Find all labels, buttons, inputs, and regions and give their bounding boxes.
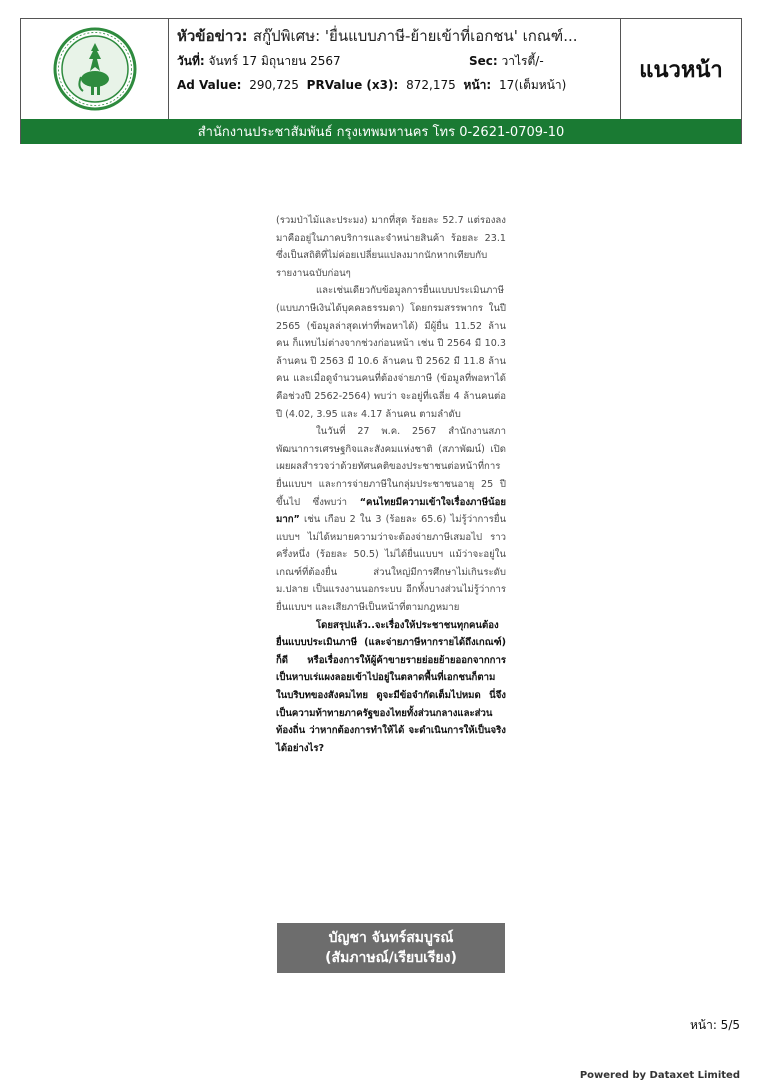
ad-value: 290,725 [249,78,299,92]
prvalue: 872,175 [406,78,456,92]
page-number: หน้า: 5/5 [689,1018,740,1032]
headline-label: หัวข้อข่าว: [177,27,248,45]
page-label: หน้า: [463,78,492,92]
paragraph-3-highlight: “คนไทยมีความเข้าใจเรื่องภาษีน้อยมาก” [276,496,506,526]
paragraph-3-end: เช่น เกือบ 2 ใน 3 (ร้อยละ 65.6) ไม่รู้ว่าการยื่นแบบฯ ไม่ได้หมายความว่าจะต้องจ่ายภาษีเสมอไป ราวครึ่งหนึ่ง (ร้อยละ 50.5) ไม่ได้ยื่นแบบฯ แม้ว่าจะอยู่ในเกณฑ์ที่ต้องยื่น ส่วนใหญ่มีการศึกษาไม่เกินระดับ ม.ปลาย เป็นแรงงานนอกระบบ อีกทั้งบางส่วนไม่รู้ว่าการยื่นแบบฯ และเสียภาษีเป็นหน้าที่ตามกฎหมาย [276,514,506,614]
paragraph-1: (รวมป่าไม้และประมง) มากที่สุด ร้อยละ 52.7 แต่รองลงมาคืออยู่ในภาคบริการและจำหน่ายสินค้า ร้อยละ 23.1 ซึ่งเป็นสถิติที่ไม่ค่อยเปลี่ยนแปลงมากนักหากเทียบกับรายงานฉบับก่อนๆ [276,215,506,279]
bangkok-seal-logo [53,27,137,111]
value-row [177,77,612,93]
paragraph-4-conclusion: โดยสรุปแล้ว..จะเรื่องให้ประชาชนทุกคนต้องยื่นแบบประเมินภาษี (และจ่ายภาษีหากรายได้ถึงเกณฑ์) ก็ดี หรือเรื่องการให้ผู้ค้าขายรายย่อยย้ายออกจากการเป็นหาบเร่แผงลอยเข้าไปอยู่ในตลาดพื้นที่เอกชนก็ตาม ในบริบทของสังคมไทย ดูจะมีข้อจำกัดเต็มไปหมด นี่จึงเป็นความท้าทายภาครัฐของไทยทั้งส่วนกลางและส่วนท้องถิ่น ว่าหากต้องการทำให้ได้ จะดำเนินการให้เป็นจริงได้อย่างไร? [276,619,506,754]
sec-label: Sec: [469,54,498,68]
paragraph-3 [276,423,506,617]
author-role: (สัมภาษณ์/เรียบเรียง) [325,950,457,966]
powered-by: Powered by Dataxet Limited [579,1070,740,1081]
section [469,53,544,69]
clipping-header [20,18,742,144]
date-value: จันทร์ 17 มิถุนายน 2567 [208,54,341,68]
headline-row [177,25,612,47]
author-signature-box [277,923,505,973]
date-row [177,53,612,69]
article-column [276,212,506,757]
sec-value: วาไรตี้/- [501,54,544,68]
logo-box [21,19,169,119]
ad-value-label: Ad Value: [177,78,242,92]
date-label: วันที่: [177,54,205,68]
headline-text: สกู๊ปพิเศษ: 'ยื่นแบบภาษี-ย้ายเข้าที่เอกชน' เกณฑ์... [252,27,578,45]
paragraph-2: และเช่นเดียวกับข้อมูลการยื่นแบบประเมินภาษี (แบบภาษีเงินได้บุคคลธรรมดา) โดยกรมสรรพากร ในปี 2565 (ข้อมูลล่าสุดเท่าที่พอหาได้) มีผู้ยื่น 11.52 ล้านคน ก็แทบไม่ต่างจากช่วงก่อนหน้า เช่น ปี 2564 มี 10.3 ล้านคน ปี 2563 มี 10.6 ล้านคน ปี 2562 มี 11.8 ล้านคน และเมื่อดูจำนวนคนที่ต้องจ่ายภาษี (ข้อมูลที่พอหาได้คือช่วงปี 2562-2564) พบว่า จะอยู่ที่เฉลี่ย 4 ล้านคนต่อปี (4.02, 3.95 และ 4.17 ล้านคน ตามลำดับ [276,285,506,420]
paragraph-3-start: ในวันที่ 27 พ.ค. 2567 สำนักงานสภาพัฒนาการเศรษฐกิจและสังคมแห่งชาติ (สภาพัฒน์) เปิดเผยผลสำรวจว่าด้วยทัศนคติของประชาชนต่อหน้าที่การยื่นแบบฯ และการจ่ายภาษีในกลุ่มประชาชนอายุ 25 ปีขึ้นไป ซึ่งพบว่า [276,426,506,508]
clipping-info [169,19,621,119]
author-name: บัญชา จันทร์สมบูรณ์ [328,930,454,946]
page-value: 17(เต็มหน้า) [499,78,567,92]
office-contact-bar: สำนักงานประชาสัมพันธ์ กรุงเทพมหานคร โทร 0-2621-0709-10 [21,119,741,144]
newspaper-name: แนวหน้า [639,57,723,83]
prvalue-label: PRValue (x3): [306,78,399,92]
